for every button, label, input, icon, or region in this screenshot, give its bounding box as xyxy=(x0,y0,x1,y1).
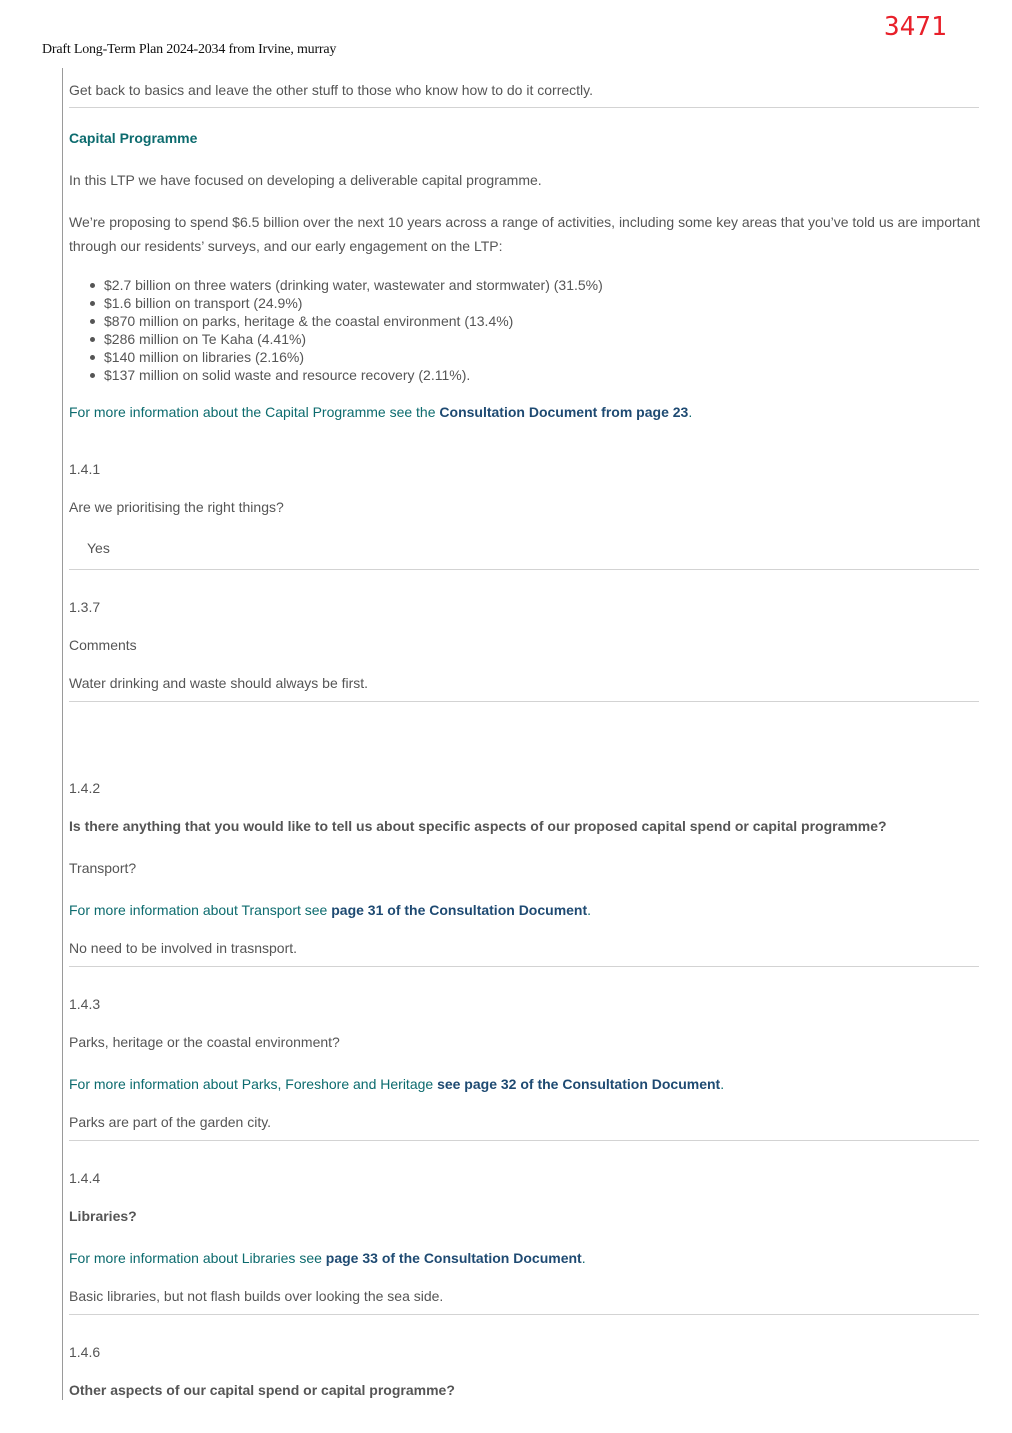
capital-spend-list xyxy=(69,277,603,385)
consultation-document-link[interactable]: Consultation Document from page 23 xyxy=(439,404,689,420)
question-number-1-4-3: 1.4.3 xyxy=(69,996,101,1012)
libraries-more-info xyxy=(69,1250,586,1267)
question-comments: Comments xyxy=(69,637,137,653)
capital-spend-paragraph-line2: through our residents’ surveys, and our early engagement on the LTP: xyxy=(69,238,503,254)
more-info-suffix: . xyxy=(688,404,693,420)
divider xyxy=(69,1140,979,1141)
transport-consultation-link[interactable]: page 31 of the Consultation Document xyxy=(331,902,588,918)
page-number: 3471 xyxy=(884,12,947,42)
more-info-suffix: . xyxy=(581,1250,586,1266)
capital-spend-paragraph-line1: We’re proposing to spend $6.5 billion over the next 10 years across a range of activities, including some key areas that you’ve told us are important xyxy=(69,214,981,230)
more-info-text: For more information about Parks, Foreshore and Heritage xyxy=(69,1076,438,1092)
capital-intro-paragraph: In this LTP we have focused on developing a deliverable capital programme. xyxy=(69,172,542,188)
list-item: $286 million on Te Kaha (4.41%) xyxy=(69,331,603,349)
divider xyxy=(69,569,979,570)
answer-transport: No need to be involved in trasnsport. xyxy=(69,940,298,956)
divider xyxy=(69,1314,979,1315)
question-libraries: Libraries? xyxy=(69,1208,137,1224)
question-number-1-3-7: 1.3.7 xyxy=(69,599,101,615)
transport-more-info xyxy=(69,902,591,919)
list-item: $870 million on parks, heritage & the coastal environment (13.4%) xyxy=(69,313,603,331)
question-other-aspects: Other aspects of our capital spend or capital programme? xyxy=(69,1382,455,1398)
more-info-suffix: . xyxy=(720,1076,725,1092)
more-info-suffix: . xyxy=(587,902,592,918)
answer-libraries: Basic libraries, but not flash builds over looking the sea side. xyxy=(69,1288,444,1304)
divider xyxy=(69,107,979,108)
parks-consultation-link[interactable]: see page 32 of the Consultation Document xyxy=(437,1076,721,1092)
libraries-consultation-link[interactable]: page 33 of the Consultation Document xyxy=(325,1250,582,1266)
document-header: Draft Long-Term Plan 2024-2034 from Irvine, murray xyxy=(42,42,337,57)
capital-more-info xyxy=(69,404,692,421)
answer-comments: Water drinking and waste should always be first. xyxy=(69,675,369,691)
question-number-1-4-6: 1.4.6 xyxy=(69,1344,101,1360)
answer-prioritising: Yes xyxy=(87,540,110,556)
question-prioritising: Are we prioritising the right things? xyxy=(69,499,284,515)
section-title-capital-programme: Capital Programme xyxy=(69,130,198,146)
more-info-text: For more information about Libraries see xyxy=(69,1250,326,1266)
question-number-1-4-4: 1.4.4 xyxy=(69,1170,101,1186)
left-border-rule xyxy=(62,68,63,1400)
question-transport: Transport? xyxy=(69,860,137,876)
divider xyxy=(69,701,979,702)
answer-parks: Parks are part of the garden city. xyxy=(69,1114,272,1130)
list-item: $140 million on libraries (2.16%) xyxy=(69,349,603,367)
list-item: $137 million on solid waste and resource recovery (2.11%). xyxy=(69,367,603,385)
intro-answer: Get back to basics and leave the other stuff to those who know how to do it correctly. xyxy=(69,82,593,98)
question-number-1-4-2: 1.4.2 xyxy=(69,780,101,796)
divider xyxy=(69,966,979,967)
list-item: $2.7 billion on three waters (drinking water, wastewater and stormwater) (31.5%) xyxy=(69,277,603,295)
question-parks-heritage: Parks, heritage or the coastal environment? xyxy=(69,1034,340,1050)
question-capital-spend-aspects: Is there anything that you would like to tell us about specific aspects of our proposed capital spend or capital programme? xyxy=(69,818,887,834)
question-number-1-4-1: 1.4.1 xyxy=(69,461,101,477)
list-item: $1.6 billion on transport (24.9%) xyxy=(69,295,603,313)
parks-more-info xyxy=(69,1076,724,1093)
more-info-text: For more information about the Capital Programme see the xyxy=(69,404,440,420)
more-info-text: For more information about Transport see xyxy=(69,902,332,918)
